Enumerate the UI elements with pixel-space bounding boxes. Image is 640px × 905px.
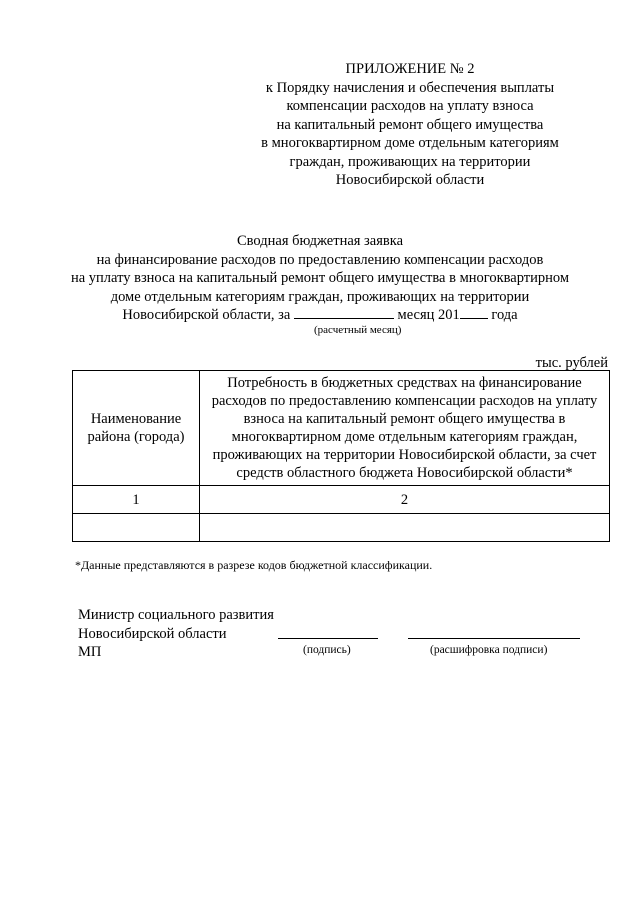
demand-cell[interactable] [200, 514, 610, 542]
footnote: *Данные представляются в разрезе кодов бюджетной классификации. [75, 558, 433, 572]
column-number: 2 [200, 486, 610, 514]
appendix-line: в многоквартирном доме отдельным категориям [261, 135, 559, 151]
table-data-row [73, 514, 610, 542]
district-header: Наименование района (города) [73, 371, 200, 486]
title-line: на финансирование расходов по предоставлению компенсации расходов [96, 251, 544, 268]
decoding-caption: (расшифровка подписи) [430, 644, 548, 656]
signature-decoding-line[interactable] [408, 638, 580, 639]
table-number-row [73, 486, 610, 514]
signature-caption: (подпись) [303, 644, 351, 656]
stamp-label: МП [78, 644, 102, 660]
position-region: Новосибирской области [78, 625, 227, 642]
period-line [40, 306, 600, 325]
period-month: месяц 201 [397, 307, 460, 323]
appendix-header [260, 60, 560, 190]
budget-table [72, 370, 610, 542]
appendix-line: граждан, проживающих на территории [289, 153, 531, 170]
table-header-row [73, 371, 610, 486]
period-suffix: года [491, 307, 518, 323]
appendix-line: компенсации расходов на уплату взноса [286, 98, 534, 114]
appendix-line: к Порядку начисления и обеспечения выплаты [265, 79, 555, 96]
appendix-line: на капитальный ремонт общего имущества [276, 116, 544, 133]
appendix-number: ПРИЛОЖЕНИЕ № 2 [345, 61, 475, 77]
appendix-line: Новосибирской области [335, 172, 485, 188]
position-title: Министр социального развития [78, 607, 274, 623]
signature-line[interactable] [278, 638, 378, 639]
document-title [40, 232, 600, 325]
title-line: доме отдельным категориям граждан, проживающих на территории [110, 288, 530, 305]
district-cell[interactable] [73, 514, 200, 542]
title-line: на уплату взноса на капитальный ремонт общего имущества в многоквартирном [70, 270, 570, 286]
demand-header: Потребность в бюджетных средствах на финансирование расходов по предоставлению компенсации расходов на уплату взноса на капитальный ремонт общего имущества в многоквартирном доме отдельным категориям граждан, проживающих на территории Новосибирской области, за счет средств областного бюджета Новосибирской области* [200, 371, 610, 486]
title-heading: Сводная бюджетная заявка [237, 233, 403, 249]
period-prefix: Новосибирской области, за [122, 307, 291, 323]
year-blank[interactable] [460, 306, 488, 319]
period-hint: (расчетный месяц) [314, 324, 402, 336]
column-number: 1 [73, 486, 200, 514]
units-label: тыс. рублей [535, 355, 608, 371]
month-blank[interactable] [294, 306, 394, 319]
signature-block [78, 606, 274, 662]
